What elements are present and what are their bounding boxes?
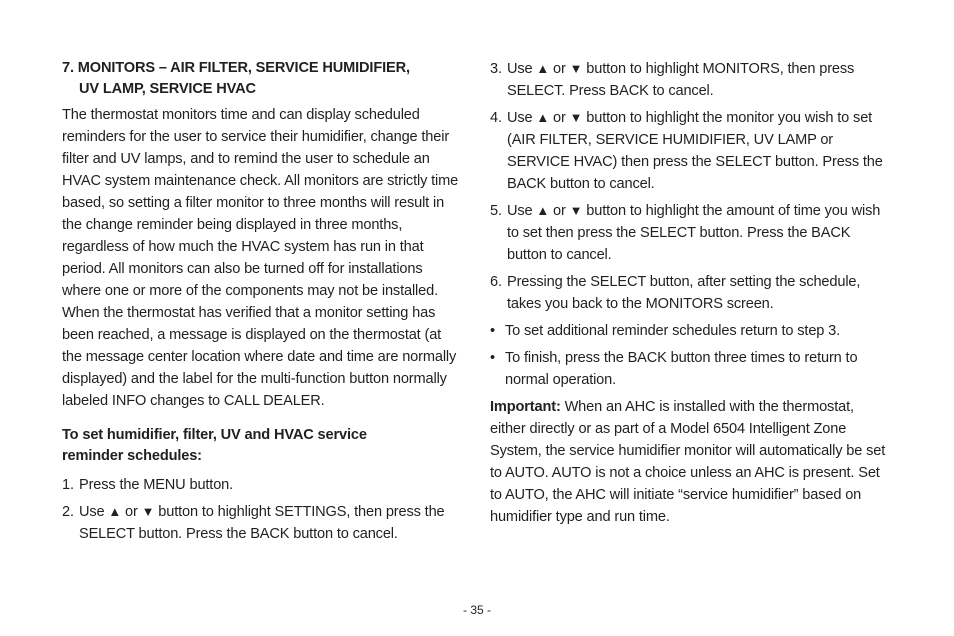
bullet-2-text: To finish, press the BACK button three times to return to normal operation. — [505, 350, 858, 388]
down-arrow-icon: ▼ — [141, 504, 155, 519]
down-arrow-icon: ▼ — [569, 203, 583, 218]
section-heading — [62, 58, 464, 100]
right-column — [490, 58, 888, 528]
step-4-use: Use — [507, 110, 533, 126]
bullet-item-2 — [490, 347, 888, 391]
step-5-text: button to highlight the amount of time you wish to set then press the SELECT button. Press the BACK button to cancel. — [507, 203, 881, 263]
bullet-marker: • — [490, 350, 495, 366]
step-1 — [62, 474, 464, 496]
step-6-number: 6. — [490, 274, 502, 290]
step-3-number: 3. — [490, 61, 502, 77]
subheading-line-1: To set humidifier, filter, UV and HVAC service — [62, 427, 367, 443]
section-heading-line-1: 7. MONITORS – AIR FILTER, SERVICE HUMIDIFIER, — [62, 60, 410, 76]
step-5-or: or — [553, 203, 566, 219]
step-3-text: button to highlight MONITORS, then press SELECT. Press BACK to cancel. — [507, 61, 855, 99]
important-paragraph — [490, 396, 888, 528]
important-text: When an AHC is installed with the thermostat, either directly or as part of a Model 6504 Intelligent Zone System, the service humidifier monitor will automatically be set to AUTO. AUTO is not a choice unless an AHC is present. Set to AUTO, the AHC will initiate “service humidifier” based on humidifier type and run time. — [490, 399, 886, 525]
step-5 — [490, 200, 888, 266]
step-2-use: Use — [79, 504, 105, 520]
step-1-number: 1. — [62, 477, 74, 493]
step-4-number: 4. — [490, 110, 502, 126]
bullet-item-1 — [490, 320, 888, 342]
important-label: Important: — [490, 399, 561, 415]
up-arrow-icon: ▲ — [536, 203, 550, 218]
up-arrow-icon: ▲ — [108, 504, 122, 519]
step-2-text: button to highlight SETTINGS, then press the SELECT button. Press the BACK button to cancel. — [79, 504, 445, 542]
step-4-text: button to highlight the monitor you wish to set (AIR FILTER, SERVICE HUMIDIFIER, UV LAMP or SERVICE HVAC) then press the SELECT button. Press the BACK button to cancel. — [507, 110, 883, 192]
step-6-text: Pressing the SELECT button, after setting the schedule, takes you back to the MONITORS screen. — [507, 274, 861, 312]
intro-paragraph: The thermostat monitors time and can display scheduled reminders for the user to service their humidifier, change their filter and UV lamps, and to remind the user to schedule an HVAC system maintenance check. All monitors are strictly time based, so setting a filter monitor to three months will result in the change reminder being displayed in three months, regardless of how much the HVAC system has run in that period. All monitors can also be turned off for installations where one or more of the components may not be installed. When the thermostat has verified that a monitor setting has been reached, a message is displayed on the thermostat (at the message center location where date and time are normally displayed) and the label for the multi-function button normally labeled INFO changes to CALL DEALER. — [62, 107, 459, 409]
step-3-use: Use — [507, 61, 533, 77]
subheading — [62, 425, 464, 467]
page-number: - 35 - — [462, 603, 491, 617]
step-3-or: or — [553, 61, 566, 77]
left-column — [62, 58, 464, 545]
step-4 — [490, 107, 888, 195]
bullet-1-text: To set additional reminder schedules return to step 3. — [505, 323, 841, 339]
up-arrow-icon: ▲ — [536, 110, 550, 125]
down-arrow-icon: ▼ — [569, 110, 583, 125]
step-1-text: Press the MENU button. — [79, 477, 234, 493]
step-4-or: or — [553, 110, 566, 126]
section-heading-line-2: UV LAMP, SERVICE HVAC — [79, 81, 256, 97]
step-5-number: 5. — [490, 203, 502, 219]
subheading-line-2: reminder schedules: — [62, 448, 202, 464]
step-2-or: or — [125, 504, 138, 520]
up-arrow-icon: ▲ — [536, 61, 550, 76]
step-6 — [490, 271, 888, 315]
bullet-marker: • — [490, 323, 495, 339]
step-2-number: 2. — [62, 504, 74, 520]
step-2 — [62, 501, 464, 545]
step-3 — [490, 58, 888, 102]
step-5-use: Use — [507, 203, 533, 219]
down-arrow-icon: ▼ — [569, 61, 583, 76]
